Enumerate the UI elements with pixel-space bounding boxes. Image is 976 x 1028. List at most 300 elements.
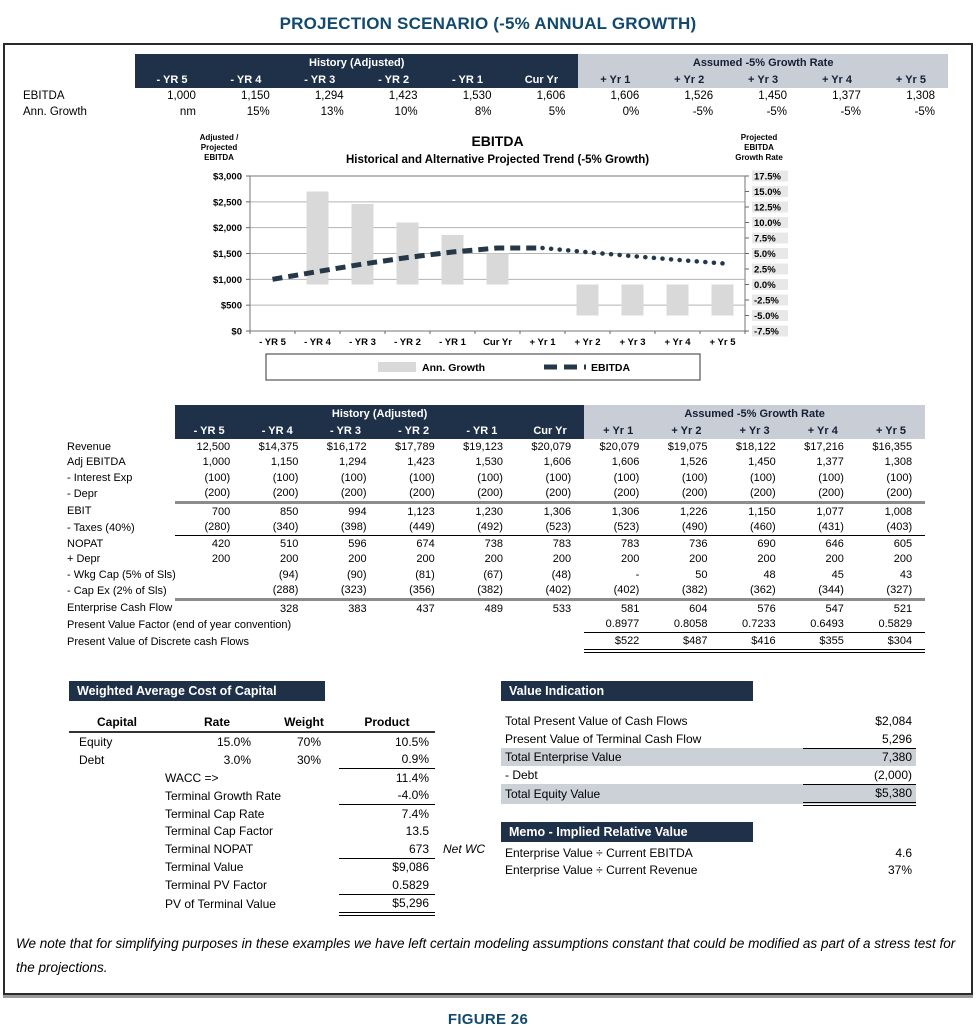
- right-axis-title: Growth Rate: [735, 153, 783, 162]
- x-axis-label: + Yr 4: [664, 337, 691, 348]
- table-row: [501, 730, 916, 748]
- cell-value: [380, 617, 448, 633]
- cell-value: (100): [613, 471, 640, 484]
- x-axis-label: + Yr 1: [529, 337, 556, 348]
- dcf-table: [57, 405, 925, 653]
- cell-value: 1,530: [475, 456, 503, 469]
- cell-value: $16,172: [326, 440, 367, 453]
- wacc-product: 10.5%: [394, 734, 429, 749]
- bar-ann-growth: [577, 285, 599, 316]
- wacc-note: [435, 876, 491, 894]
- cell-value: (362): [721, 583, 789, 600]
- wacc-capital: Equity: [79, 734, 113, 749]
- cell-value: 521: [893, 602, 913, 615]
- wacc-calc-value: 7.4%: [401, 806, 429, 821]
- cell-value: -5%: [840, 106, 861, 118]
- cell-value: (340): [243, 520, 311, 536]
- column-header: + Yr 4: [789, 422, 857, 439]
- cell-value: 1,150: [241, 90, 270, 102]
- right-axis-tick: 0.0%: [754, 280, 776, 291]
- cell-value: 1,150: [748, 505, 776, 518]
- row-label: - Wkg Cap (5% of Sls): [67, 568, 176, 581]
- row-label: Present Value Factor (end of year convention): [67, 618, 292, 631]
- row-label: - Depr: [67, 488, 98, 500]
- cell-value: [243, 633, 311, 651]
- cell-value: 489: [484, 602, 503, 615]
- x-axis-label: - YR 3: [349, 337, 376, 348]
- table-column-header-row: [13, 71, 948, 88]
- right-axis-title: EBITDA: [744, 143, 774, 152]
- x-axis-label: - YR 1: [439, 337, 466, 348]
- value-row-label: Total Enterprise Value: [501, 748, 803, 766]
- right-axis-tick: 5.0%: [754, 249, 776, 260]
- cell-value: (200): [380, 486, 448, 503]
- figure-frame: [3, 43, 973, 995]
- column-header: + Yr 5: [857, 422, 925, 439]
- value-indication-section: [501, 681, 925, 807]
- table-row: [57, 617, 925, 633]
- cell-value: (431): [789, 520, 857, 536]
- cell-value: 1,000: [202, 456, 231, 469]
- left-axis-tick: $2,000: [212, 223, 242, 235]
- column-header: - YR 5: [135, 71, 209, 88]
- group-header-history: History (Adjusted): [175, 405, 584, 422]
- cell-value: 994: [348, 505, 367, 518]
- cell-value: 596: [348, 537, 367, 550]
- wacc-note: [435, 787, 491, 805]
- page-title: PROJECTION SCENARIO (-5% ANNUAL GROWTH): [279, 14, 697, 33]
- table-row: [69, 894, 491, 914]
- table-row: [57, 439, 925, 455]
- column-header: + Yr 2: [652, 71, 726, 88]
- x-axis-label: + Yr 3: [619, 337, 646, 348]
- wacc-weight: 70%: [296, 734, 321, 749]
- cell-value: $416: [721, 633, 789, 651]
- cell-value: $19,075: [667, 440, 708, 453]
- value-row-label: Present Value of Terminal Cash Flow: [505, 732, 702, 746]
- cell-value: (200): [721, 486, 789, 503]
- cell-value: 0.8058: [652, 617, 720, 633]
- wacc-calc-label: Terminal NOPAT: [165, 842, 254, 856]
- cell-value: 1,450: [748, 456, 776, 469]
- cell-value: 13%: [320, 106, 344, 118]
- table-column-header-row: [57, 422, 925, 439]
- wacc-calc-value: $5,296: [339, 894, 435, 914]
- cell-value: 690: [757, 537, 776, 550]
- cell-value: 200: [620, 553, 640, 566]
- right-axis-tick: 7.5%: [754, 233, 776, 245]
- table-row: [501, 766, 916, 784]
- cell-value: 8%: [474, 106, 492, 118]
- cell-value: 328: [280, 602, 299, 615]
- table-row: [501, 784, 916, 804]
- wacc-calc-label: WACC =>: [165, 770, 219, 785]
- cell-value: 0.5829: [857, 617, 925, 633]
- cell-value: 48: [763, 568, 776, 581]
- cell-value: (100): [272, 471, 299, 484]
- cell-value: $19,123: [463, 440, 503, 453]
- cell-value: (398): [311, 520, 379, 536]
- value-indication-table: [501, 713, 916, 807]
- cell-value: 581: [620, 602, 640, 615]
- cell-value: (48): [551, 568, 572, 581]
- table-row: [13, 88, 948, 104]
- cell-value: 420: [211, 537, 231, 550]
- cell-value: -5%: [914, 106, 935, 118]
- cell-value: 674: [416, 537, 435, 550]
- wacc-note: [435, 769, 491, 787]
- cell-value: 200: [348, 553, 367, 566]
- column-header: - YR 2: [380, 422, 448, 439]
- cell-value: 200: [484, 553, 503, 566]
- table-row: [69, 823, 491, 841]
- cell-value: (382): [448, 583, 516, 600]
- wacc-capital: Debt: [79, 752, 105, 767]
- cell-value: [175, 567, 243, 583]
- right-axis-tick: 2.5%: [754, 264, 776, 276]
- table-row: [57, 600, 925, 617]
- cell-value: 0%: [622, 106, 640, 118]
- cell-value: 1,377: [832, 90, 861, 102]
- value-row-amount: 37%: [887, 863, 912, 878]
- cell-value: 200: [757, 553, 776, 566]
- cell-value: (523): [584, 520, 652, 536]
- cell-value: 200: [893, 553, 913, 566]
- cell-value: 1,000: [167, 90, 196, 102]
- cell-value: (288): [243, 583, 311, 600]
- column-header: + Yr 3: [726, 71, 800, 88]
- cell-value: nm: [179, 106, 196, 118]
- cell-value: (100): [681, 471, 708, 484]
- cell-value: 738: [484, 537, 503, 550]
- cell-value: $17,789: [394, 440, 435, 453]
- cell-value: 200: [689, 553, 708, 566]
- cell-value: [175, 583, 243, 600]
- cell-value: (90): [347, 568, 367, 581]
- table-row: [57, 552, 925, 568]
- cell-value: $16,355: [872, 440, 913, 453]
- bar-ann-growth: [442, 235, 464, 285]
- footnote: We note that for simplifying purposes in these examples we have left certain modeling assumptions constant that could be modified as part of a stress test for the projections.: [16, 936, 956, 976]
- row-label: EBITDA: [23, 90, 65, 102]
- wacc-note: [435, 823, 491, 841]
- table-row: [57, 486, 925, 503]
- cell-value: 1,294: [339, 456, 367, 469]
- row-label: - Interest Exp: [67, 471, 133, 484]
- value-row-label: Enterprise Value ÷ Current Revenue: [505, 863, 698, 878]
- cell-value: 1,077: [816, 505, 844, 518]
- group-header-assumed: Assumed -5% Growth Rate: [578, 54, 948, 71]
- cell-value: (100): [750, 471, 776, 484]
- bottom-section: [69, 681, 971, 917]
- cell-value: [516, 617, 584, 633]
- cell-value: 1,308: [884, 456, 913, 469]
- cell-value: $18,122: [735, 440, 776, 453]
- chart-title: EBITDA: [471, 133, 524, 149]
- cell-value: 547: [825, 602, 844, 615]
- ebitda-chart-svg: [188, 128, 788, 388]
- cell-value: (523): [516, 520, 584, 536]
- cell-value: $355: [789, 633, 857, 651]
- column-header: + Yr 2: [652, 422, 720, 439]
- wacc-header: Weighted Average Cost of Capital: [69, 681, 325, 701]
- column-header: - YR 3: [311, 422, 379, 439]
- bar-ann-growth: [487, 254, 509, 285]
- wacc-column-header: Rate: [165, 714, 269, 733]
- table-row: [57, 520, 925, 536]
- cell-value: [175, 600, 243, 617]
- cell-value: 1,606: [611, 456, 640, 469]
- wacc-note: [435, 805, 491, 823]
- table-row: [57, 470, 925, 486]
- column-header: - YR 1: [448, 422, 516, 439]
- cell-value: (449): [380, 520, 448, 536]
- table-group-header-row: [57, 405, 925, 422]
- cell-value: (492): [448, 520, 516, 536]
- table-row: [57, 567, 925, 583]
- row-label: Ann. Growth: [23, 106, 87, 118]
- cell-value: (100): [545, 471, 572, 484]
- cell-value: 200: [416, 553, 435, 566]
- cell-value: (67): [483, 568, 503, 581]
- bar-ann-growth: [352, 204, 374, 285]
- cell-value: 1,450: [758, 90, 788, 102]
- cell-value: -: [635, 568, 640, 581]
- cell-value: [516, 633, 584, 651]
- column-header: - YR 4: [209, 71, 283, 88]
- cell-value: 45: [831, 568, 844, 581]
- cell-value: 12,500: [196, 440, 231, 453]
- left-axis-title: Projected: [200, 143, 238, 152]
- cell-value: 783: [552, 537, 572, 550]
- left-axis-title: EBITDA: [204, 153, 234, 162]
- cell-value: 0.8977: [584, 617, 652, 633]
- wacc-header-row: [69, 714, 491, 733]
- group-header-assumed: Assumed -5% Growth Rate: [584, 405, 925, 422]
- wacc-calc-label: Terminal Growth Rate: [165, 788, 282, 803]
- wacc-rate: 3.0%: [223, 752, 251, 767]
- cell-value: $14,375: [258, 440, 299, 453]
- cell-value: 0.7233: [721, 617, 789, 633]
- cell-value: [311, 633, 379, 651]
- cell-value: 1,530: [462, 90, 492, 102]
- right-axis-tick: 15.0%: [754, 187, 781, 198]
- row-label: EBIT: [67, 505, 92, 517]
- cell-value: (402): [516, 583, 584, 600]
- bar-ann-growth: [712, 285, 734, 316]
- cell-value: 850: [280, 505, 299, 518]
- cell-value: $304: [857, 633, 925, 651]
- cell-value: 1,606: [543, 456, 572, 469]
- cell-value: 736: [689, 537, 708, 550]
- cell-value: 15%: [246, 106, 270, 118]
- column-header: - YR 1: [431, 71, 505, 88]
- cell-value: 576: [757, 602, 776, 615]
- cell-value: 0.6493: [789, 617, 857, 633]
- cell-value: 383: [348, 602, 367, 615]
- value-row-amount: 5,296: [803, 730, 916, 748]
- bar-ann-growth: [622, 285, 644, 316]
- column-header: + Yr 5: [874, 71, 948, 88]
- cell-value: (323): [311, 583, 379, 600]
- cell-value: -5%: [692, 106, 714, 118]
- figure-caption: FIGURE 26: [447, 1010, 529, 1028]
- table-row: [69, 876, 491, 894]
- table-row: [57, 633, 925, 651]
- cell-value: 1,123: [407, 505, 435, 518]
- wacc-calc-value: $9,086: [392, 860, 429, 875]
- cell-value: [311, 617, 379, 633]
- wacc-calc-value: 0.5829: [339, 876, 435, 894]
- cell-value: (356): [380, 583, 448, 600]
- cell-value: (100): [886, 471, 913, 484]
- legend-label-ann-growth: Ann. Growth: [422, 362, 485, 374]
- cell-value: (200): [175, 486, 243, 503]
- value-row-amount: (2,000): [803, 766, 916, 784]
- table-row: [501, 748, 916, 766]
- x-axis-label: - YR 2: [394, 337, 421, 348]
- wacc-section: [69, 681, 501, 917]
- summary-table: [13, 54, 948, 120]
- table-row: [501, 844, 916, 862]
- left-axis-tick: $3,000: [212, 171, 242, 183]
- wacc-calc-value: -4.0%: [339, 787, 435, 805]
- cell-value: (200): [243, 486, 311, 503]
- cell-value: $20,079: [531, 440, 572, 453]
- left-axis-tick: $1,500: [212, 249, 242, 260]
- memo-section: [501, 822, 925, 879]
- table-row: [501, 862, 916, 880]
- x-axis-label: Cur Yr: [483, 337, 512, 348]
- table-row: [69, 858, 491, 876]
- cell-value: -5%: [766, 106, 788, 118]
- row-label: + Depr: [67, 553, 101, 566]
- row-label: Enterprise Cash Flow: [67, 602, 173, 614]
- cell-value: 43: [899, 568, 913, 581]
- table-group-header-row: [13, 54, 948, 71]
- column-header: - YR 4: [243, 422, 311, 439]
- left-axis-tick: $500: [220, 300, 242, 312]
- table-row: [13, 104, 948, 120]
- left-axis-title: Adjusted /: [199, 133, 239, 142]
- cell-value: (200): [311, 486, 379, 503]
- value-row-label: Total Present Value of Cash Flows: [505, 714, 688, 729]
- cell-value: $487: [652, 633, 720, 651]
- cell-value: 50: [695, 568, 708, 581]
- cell-value: 1,423: [407, 456, 435, 469]
- bar-ann-growth: [667, 285, 689, 316]
- cell-value: 200: [280, 553, 299, 566]
- cell-value: (200): [584, 486, 652, 503]
- column-header: Cur Yr: [504, 71, 578, 88]
- cell-value: (100): [477, 471, 503, 484]
- cell-value: $522: [584, 633, 652, 651]
- cell-value: (382): [652, 583, 720, 600]
- cell-value: (490): [652, 520, 720, 536]
- value-row-amount: 4.6: [895, 845, 912, 860]
- cell-value: (94): [278, 568, 299, 581]
- ebitda-chart: [188, 128, 788, 393]
- cell-value: (100): [340, 471, 367, 484]
- cell-value: 5%: [548, 106, 566, 118]
- cell-value: [380, 633, 448, 651]
- table-row: [69, 787, 491, 805]
- row-label: - Taxes (40%): [67, 521, 135, 534]
- chart-subtitle: Historical and Alternative Projected Trend (-5% Growth): [345, 154, 650, 166]
- cell-value: (100): [409, 471, 435, 484]
- x-axis-label: + Yr 5: [709, 337, 736, 348]
- cell-value: (200): [652, 486, 720, 503]
- cell-value: (200): [857, 486, 925, 503]
- right-axis-title: Projected: [740, 133, 778, 142]
- table-row: [57, 536, 925, 552]
- cell-value: (344): [789, 583, 857, 600]
- cell-value: 1,606: [610, 90, 640, 102]
- wacc-column-header: Weight: [269, 714, 339, 733]
- wacc-column-header: Product: [339, 714, 435, 733]
- wacc-column-header: Capital: [69, 714, 165, 733]
- value-row-label: - Debt: [505, 768, 538, 782]
- value-indication-header: Value Indication: [501, 681, 753, 701]
- wacc-calc-label: Terminal Cap Rate: [165, 806, 265, 821]
- row-label: Adj EBITDA: [67, 456, 126, 469]
- cell-value: 533: [552, 602, 572, 615]
- table-row: [69, 769, 491, 787]
- column-header: + Yr 1: [578, 71, 652, 88]
- legend-bar-swatch: [378, 362, 416, 372]
- row-label: - Cap Ex (2% of Sls): [67, 585, 167, 597]
- wacc-calc-value: 11.4%: [395, 770, 429, 785]
- left-axis-tick: $0: [231, 326, 242, 338]
- wacc-calc-label: Terminal Value: [165, 860, 244, 874]
- legend-label-ebitda: EBITDA: [591, 362, 631, 374]
- right-axis-tick: 17.5%: [754, 171, 781, 183]
- wacc-note: [435, 894, 491, 914]
- cell-value: 1,226: [679, 505, 708, 518]
- cell-value: (100): [818, 471, 844, 484]
- wacc-product: 0.9%: [339, 751, 435, 769]
- cell-value: 646: [825, 537, 844, 550]
- table-row: [69, 751, 491, 769]
- table-row: [57, 455, 925, 471]
- value-row-label: Total Equity Value: [501, 784, 803, 804]
- table-row: [69, 840, 491, 858]
- value-row-amount: $5,380: [803, 784, 916, 804]
- dcf-section: [5, 405, 971, 653]
- column-header: - YR 3: [283, 71, 357, 88]
- column-header: + Yr 1: [584, 422, 652, 439]
- right-axis-tick: -7.5%: [754, 326, 779, 338]
- group-header-history: History (Adjusted): [135, 54, 578, 71]
- memo-header: Memo - Implied Relative Value: [501, 822, 753, 842]
- cell-value: 605: [893, 537, 913, 550]
- x-axis-label: - YR 5: [259, 337, 286, 348]
- memo-table: [501, 844, 916, 879]
- cell-value: 1,230: [475, 505, 503, 518]
- bar-ann-growth: [397, 223, 419, 285]
- cell-value: 1,423: [388, 90, 418, 102]
- cell-value: [448, 633, 516, 651]
- cell-value: 1,526: [679, 456, 708, 469]
- row-label: Revenue: [67, 440, 112, 453]
- cell-value: 1,306: [611, 505, 640, 518]
- wacc-weight: 30%: [296, 752, 321, 767]
- ebitda-line-dotted: [543, 248, 723, 263]
- left-axis-tick: $1,000: [212, 274, 242, 286]
- left-axis-tick: $2,500: [212, 197, 242, 209]
- cell-value: 200: [552, 553, 572, 566]
- right-axis-tick: 10.0%: [754, 218, 781, 229]
